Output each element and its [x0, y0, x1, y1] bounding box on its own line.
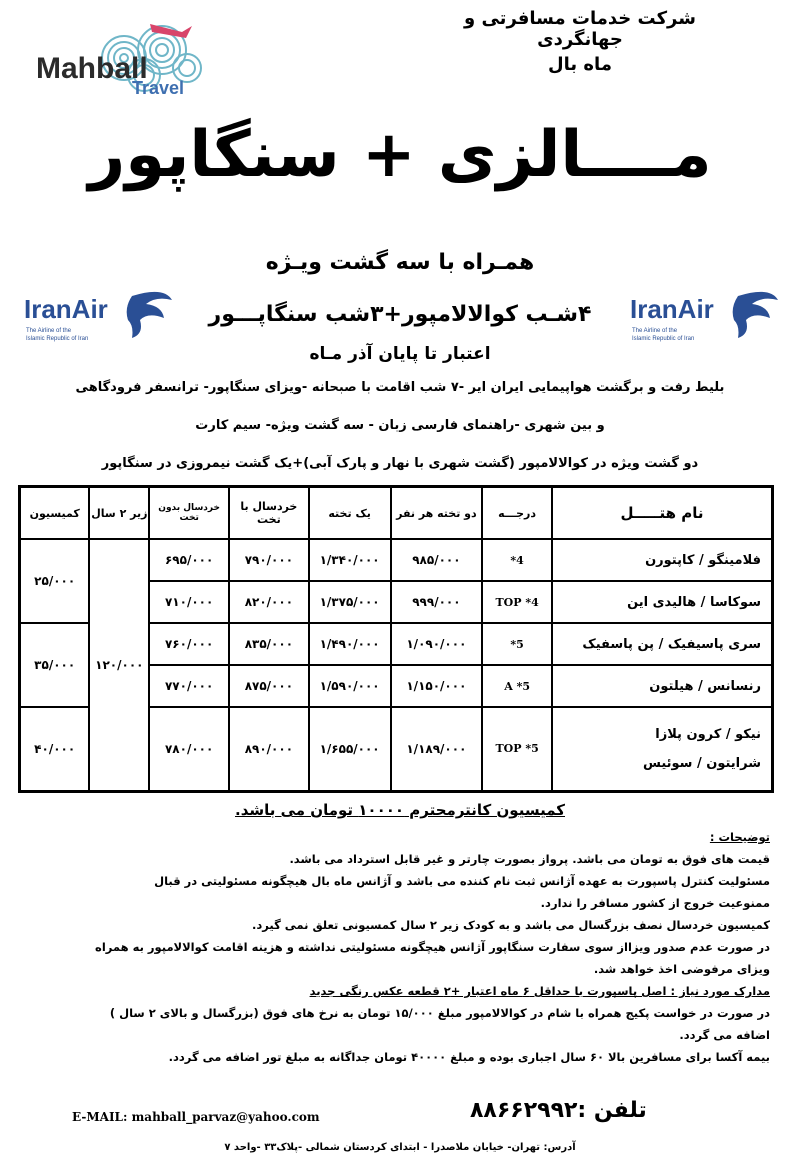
price-child-nobed: ۷۷۰/۰۰۰	[149, 665, 229, 707]
description-line-3: دو گشت ویژه در کوالالامپور (گشت شهری با نهار و پارک آبی)+یک گشت نیمروزی در سنگاپور	[101, 456, 699, 471]
subtitle: همـراه با سه گشت ویـژه	[265, 250, 535, 275]
price-infant: ۱۲۰/۰۰۰	[89, 539, 149, 791]
note-item: ویزای مرفوضی اخذ خواهد شد.	[593, 962, 770, 976]
hotel-name: رنسانس / هیلتون	[552, 665, 773, 707]
price-double: ۱/۰۹۰/۰۰۰	[391, 623, 483, 665]
company-line-2: ماه بال	[548, 54, 612, 75]
price-single: ۱/۳۷۵/۰۰۰	[309, 581, 391, 623]
price-child-nobed: ۷۶۰/۰۰۰	[149, 623, 229, 665]
price-child-bed: ۸۳۵/۰۰۰	[229, 623, 309, 665]
mahball-logo	[32, 10, 202, 100]
header-hotel: نام هتـــــل	[552, 487, 773, 540]
note-item: در صورت در خواست پکیج همراه با شام در کوالالامپور مبلغ ۱۵/۰۰۰ تومان به نرخ های فوق (بزرگسال و بالای ۲ سال )	[109, 1006, 770, 1020]
header-commission: کمیسیون	[20, 487, 90, 540]
price-child-bed: ۸۲۰/۰۰۰	[229, 581, 309, 623]
price-double: ۹۸۵/۰۰۰	[391, 539, 483, 581]
company-line-1: شرکت خدمات مسافرتی و جهانگردی	[464, 8, 696, 50]
commission-value: ۳۵/۰۰۰	[20, 623, 90, 707]
description-line-2: و بین شهری -راهنمای فارسی زبان - سه گشت ویژه- سیم کارت	[195, 418, 605, 433]
price-child-nobed: ۷۸۰/۰۰۰	[149, 707, 229, 791]
header-child-bed: خردسال با تخت	[229, 487, 309, 540]
hotel-grade: 5* TOP	[482, 707, 552, 791]
validity-line: اعتبار تا پایان آذر مـاه	[309, 344, 491, 364]
price-double: ۱/۱۸۹/۰۰۰	[391, 707, 483, 791]
header-child-nobed: خردسال بدون تخت	[149, 487, 229, 540]
note-item: بیمه آکسا برای مسافرین بالا ۶۰ سال اجباری بوده و مبلغ ۴۰۰۰۰ تومان جداگانه به مبلغ تور اضافه می گردد.	[168, 1050, 770, 1064]
iranair-tagline-2: Islamic Republic of Iran	[26, 336, 89, 342]
hotel-name: سری پاسیفیک / پن پاسفیک	[552, 623, 773, 665]
price-table	[18, 485, 774, 793]
main-title: مــــالزی + سنگاپور	[88, 118, 712, 192]
nights-line: ۴شـب کوالالامپور+۳شب سنگاپـــور	[208, 302, 592, 327]
hotel-name: سوکاسا / هالیدی این	[552, 581, 773, 623]
iranair-name: IranAir	[630, 294, 714, 324]
note-item: در صورت عدم صدور ویزااز سوی سفارت سنگاپور آژانس هیچگونه مسئولیتی نداشته و هزینه اقامت کوالالامپور به همراه	[95, 940, 770, 954]
iranair-tagline-1: The Airline of the	[26, 328, 72, 334]
hotel-name-line-1: نیکو / کرون پلازا	[655, 726, 761, 742]
hotel-grade: 4*	[482, 539, 552, 581]
table-row	[20, 539, 773, 581]
header-single: یک تخته	[309, 487, 391, 540]
logo-text: Mahball	[36, 52, 148, 85]
description-line-1: بلیط رفت و برگشت هواپیمایی ایران ایر -۷ شب اقامت با صبحانه -ویزای سنگاپور- ترانسفر فرودگاهی	[75, 380, 725, 395]
header-infant: زیر ۲ سال	[89, 487, 149, 540]
price-single: ۱/۴۹۰/۰۰۰	[309, 623, 391, 665]
note-item: ممنوعیت خروج از کشور مسافر را ندارد.	[540, 896, 770, 910]
price-child-bed: ۸۷۵/۰۰۰	[229, 665, 309, 707]
table-header-row	[20, 487, 773, 540]
price-child-bed: ۸۹۰/۰۰۰	[229, 707, 309, 791]
price-child-nobed: ۶۹۵/۰۰۰	[149, 539, 229, 581]
contact-phone: تلفن :۸۸۶۶۲۹۹۲	[470, 1098, 647, 1123]
notes-title: توضیحات :	[709, 830, 770, 844]
note-item: مسئولیت کنترل پاسپورت به عهده آژانس ثبت نام کننده می باشد و آژانس ماه بال هیچگونه مسئولیتی در قبال	[154, 874, 770, 888]
iranair-tagline-1: The Airline of the	[632, 328, 678, 334]
hotel-grade: 5*	[482, 623, 552, 665]
commission-note: کمیسیون کانترمحترم ۱۰۰۰۰ تومان می باشد.	[235, 801, 565, 819]
price-single: ۱/۶۵۵/۰۰۰	[309, 707, 391, 791]
price-double: ۱/۱۵۰/۰۰۰	[391, 665, 483, 707]
iranair-tagline-2: Islamic Republic of Iran	[632, 336, 695, 342]
commission-value: ۲۵/۰۰۰	[20, 539, 90, 623]
price-double: ۹۹۹/۰۰۰	[391, 581, 483, 623]
hotel-name: فلامینگو / کاپتورن	[552, 539, 773, 581]
note-item: قیمت های فوق به تومان می باشد. پرواز بصورت چارتر و غیر قابل استرداد می باشد.	[289, 852, 770, 866]
hotel-name-line-2: شرایتون / سوئیس	[642, 755, 761, 771]
note-item: کمیسیون خردسال نصف بزرگسال می باشد و به کودک زیر ۲ سال کمسیونی تعلق نمی گیرد.	[251, 918, 770, 932]
hotel-grade: 4* TOP	[482, 581, 552, 623]
price-single: ۱/۵۹۰/۰۰۰	[309, 665, 391, 707]
notes-section	[30, 826, 770, 1068]
price-single: ۱/۳۴۰/۰۰۰	[309, 539, 391, 581]
note-item: اضافه می گردد.	[679, 1028, 770, 1042]
hotel-grade: 5* A	[482, 665, 552, 707]
price-child-nobed: ۷۱۰/۰۰۰	[149, 581, 229, 623]
header-grade: درجـــه	[482, 487, 552, 540]
contact-address: آدرس: تهران- خیابان ملاصدرا - ابتدای کردستان شمالی -پلاک۳۳ -واحد ۷	[224, 1142, 576, 1153]
note-item: مدارک مورد نیاز : اصل پاسپورت با حداقل ۶ ماه اعتبار +۲ قطعه عکس رنگی جدید	[309, 984, 770, 998]
hotel-name	[552, 707, 773, 791]
header-double: دو تخته هر نفر	[391, 487, 483, 540]
price-child-bed: ۷۹۰/۰۰۰	[229, 539, 309, 581]
commission-value: ۴۰/۰۰۰	[20, 707, 90, 791]
company-name	[420, 8, 740, 75]
iranair-name: IranAir	[24, 294, 108, 324]
contact-email: E-MAIL: mahball_parvaz@yahoo.com	[72, 1110, 320, 1124]
logo-subtext: Travel	[132, 78, 185, 98]
